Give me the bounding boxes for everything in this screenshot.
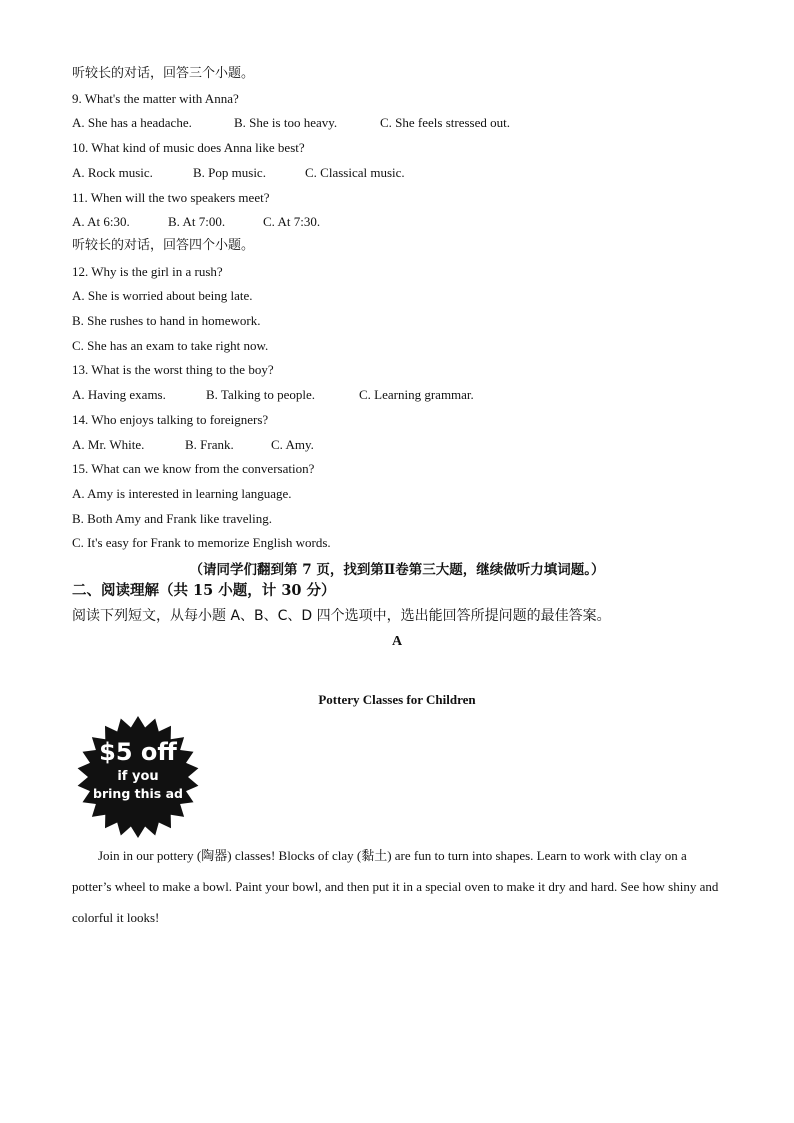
question-10: 10. What kind of music does Anna like best?	[72, 140, 305, 155]
badge-line-3: bring this ad	[93, 786, 183, 801]
option-c: C. Amy.	[271, 437, 314, 452]
discount-starburst-badge	[76, 716, 200, 838]
option-a: A. Mr. White.	[72, 437, 145, 452]
option-a: A. She has a headache.	[72, 115, 192, 130]
option-b: B. At 7:00.	[168, 214, 226, 229]
question-15-option-a: A. Amy is interested in learning language.	[72, 486, 292, 501]
passage-paragraph	[72, 840, 724, 933]
reading-instruction: 阅读下列短文，从每小题 A、B、C、D 四个选项中，选出能回答所提问题的最佳答案。	[72, 608, 611, 624]
option-b: B. Frank.	[185, 437, 234, 452]
option-b: B. Talking to people.	[206, 387, 315, 402]
question-9-options	[72, 115, 510, 131]
question-15-option-c: C. It's easy for Frank to memorize English words.	[72, 535, 331, 550]
passage-label: A	[391, 634, 403, 649]
badge-line-1: $5 off	[99, 738, 177, 766]
option-c: C. Classical music.	[305, 165, 405, 180]
question-12-option-a: A. She is worried about being late.	[72, 288, 253, 303]
option-a: A. Having exams.	[72, 387, 166, 402]
question-11: 11. When will the two speakers meet?	[72, 190, 270, 205]
badge-line-2: if you	[117, 769, 159, 784]
option-c: C. Learning grammar.	[359, 387, 474, 402]
option-c: C. She feels stressed out.	[380, 115, 510, 130]
option-a: A. Rock music.	[72, 165, 153, 180]
passage-title: Pottery Classes for Children	[318, 692, 476, 707]
option-b: B. Pop music.	[193, 165, 266, 180]
option-a: A. At 6:30.	[72, 214, 130, 229]
question-15: 15. What can we know from the conversation?	[72, 461, 315, 476]
question-15-option-b: B. Both Amy and Frank like traveling.	[72, 511, 273, 526]
listening-intro-three: 听较长的对话，回答三个小题。	[72, 66, 255, 81]
question-14: 14. Who enjoys talking to foreigners?	[72, 412, 269, 427]
question-13-options	[72, 387, 474, 403]
question-12-option-b: B. She rushes to hand in homework.	[72, 313, 261, 328]
question-10-options	[72, 165, 405, 181]
question-9: 9. What's the matter with Anna?	[72, 91, 239, 106]
reading-section-heading: 二、阅读理解（共 15 小题，计 30 分）	[72, 582, 336, 599]
option-c: C. At 7:30.	[263, 214, 321, 229]
question-12: 12. Why is the girl in a rush?	[72, 264, 223, 279]
listening-intro-four: 听较长的对话，回答四个小题。	[72, 238, 255, 253]
question-11-options	[72, 214, 320, 230]
question-12-option-c: C. She has an exam to take right now.	[72, 338, 269, 353]
option-b: B. She is too heavy.	[234, 115, 338, 130]
question-13: 13. What is the worst thing to the boy?	[72, 362, 274, 377]
page-turn-notice: （请同学们翻到第 7 页，找到第Ⅱ卷第三大题，继续做听力填词题。）	[189, 562, 605, 578]
question-14-options	[72, 437, 314, 453]
passage-paragraph-text: Join in our pottery (陶器) classes! Blocks of clay (黏土) are fun to turn into shapes. Learn to work with clay on a potter’s wheel to make a bowl. Paint your bowl, and then put it in a special oven to make it dry and hard. See how shiny and colorful it looks!	[72, 848, 719, 925]
